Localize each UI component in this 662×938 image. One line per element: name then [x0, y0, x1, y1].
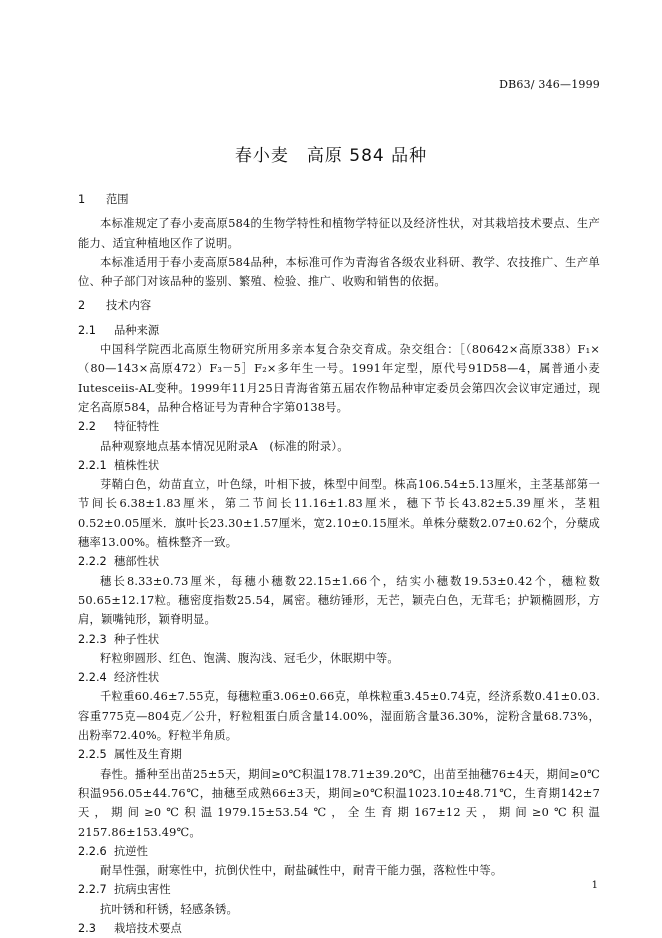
heading-text: 技术内容	[106, 299, 152, 313]
heading-section-2-1	[78, 321, 600, 340]
paragraph-growth-period: 春性。播种至出苗25±5天，期间≥0℃积温178.71±39.20℃，出苗至抽穗76±4天，期间≥0℃积温956.05±44.76℃，抽穗至成熟66±3天，期间≥0℃积温1023.10±48.71℃，生育期142±7天，期间≥0℃积温1979.15±53.54℃，全生育期167±12天，期间≥0℃积温2157.86±153.49℃。	[78, 767, 600, 839]
paragraph-stress-resistance: 耐旱性强，耐寒性中，抗倒伏性中，耐盐碱性中，耐青干能力强，落粒性中等。	[100, 864, 503, 878]
heading-text: 经济性状	[114, 671, 160, 685]
heading-number: 2.2.7	[78, 883, 107, 897]
heading-text: 栽培技术要点	[114, 921, 182, 935]
heading-section-2-2	[78, 417, 600, 436]
heading-number: 2	[78, 299, 86, 313]
paragraph-spike-traits: 穗长8.33±0.73厘米，每穗小穗数22.15±1.66个，结实小穗数19.53±0.42个，穗粒数50.65±12.17粒。穗密度指数25.54，属密。穗纺锤形，无芒，颖壳白色，无茸毛；护颖椭圆形，方肩，颖嘴钝形，颖脊明显。	[78, 574, 600, 627]
heading-section-2-2-3	[78, 630, 600, 649]
paragraph-plant-traits: 芽鞘白色，幼苗直立，叶色绿，叶相下披，株型中间型。株高106.54±5.13厘米，主茎基部第一节间长6.38±1.83厘米，第二节间长11.16±1.83厘米，穗下节长43.82±5.39厘米，茎粗0.52±0.05厘米．旗叶长23.30±1.57厘米，宽2.10±0.15厘米。单株分蘖数2.07±0.62个，分蘖成穗率13.00%。植株整齐一致。	[78, 478, 600, 550]
document-body	[78, 190, 600, 938]
heading-number: 1	[78, 193, 86, 206]
heading-number: 2.2.4	[78, 671, 107, 685]
heading-section-2-3	[78, 919, 600, 938]
heading-section-2	[78, 296, 600, 315]
paragraph-disease-resistance: 抗叶锈和秆锈，轻感条锈。	[100, 902, 238, 916]
paragraph-scope-2: 本标准适用于春小麦高原584品种，本标准可作为青海省各级农业科研、教学、农技推广、生产单位、种子部门对该品种的鉴别、繁殖、检验、推广、收购和销售的依据。	[78, 255, 600, 289]
paragraph-characteristics: 品种观察地点基本情况见附录A (标准的附录）。	[100, 439, 349, 453]
heading-text: 属性及生育期	[114, 748, 182, 762]
paragraph-economic-traits: 千粒重60.46±7.55克，每穗粒重3.06±0.66克，单株粒重3.45±0.74克，经济系数0.41±0.03.容重775克—804克／公升，籽粒粗蛋白质含量14.00%，湿面筋含量36.30%，淀粉含量68.73%，出粉率72.40%。籽粒半角质。	[78, 690, 600, 743]
paragraph-origin: 中国科学院西北高原生物研究所用多亲本复合杂交育成。杂交组合：［（80642×高原338）F₁×（80—143×高原472）F₃－5］F₂×多年生一号。1991年定型，原代号91D58—4，属普通小麦Iutesceiis-AL变种。1999年11月25日青海省第五届农作物品种审定委员会第四次会议审定通过，现定名高原584，品种合格证号为青种合字第0138号。	[78, 343, 600, 414]
heading-number: 2.2.1	[78, 458, 107, 472]
heading-section-2-2-4	[78, 668, 600, 687]
heading-text: 穗部性状	[114, 555, 160, 569]
heading-section-1	[78, 190, 600, 209]
heading-section-2-2-7	[78, 880, 600, 899]
heading-text: 特征特性	[114, 420, 160, 434]
heading-text: 抗逆性	[114, 844, 148, 858]
heading-section-2-2-1	[78, 456, 600, 475]
heading-number: 2.3	[78, 921, 96, 935]
heading-number: 2.2.3	[78, 632, 107, 646]
heading-section-2-2-5	[78, 745, 600, 764]
heading-section-2-2-6	[78, 842, 600, 861]
page-number: 1	[591, 880, 598, 891]
heading-section-2-2-2	[78, 552, 600, 571]
heading-text: 抗病虫害性	[114, 883, 171, 897]
paragraph-seed-traits: 籽粒卵圆形、红色、饱满、腹沟浅、冠毛少，休眠期中等。	[100, 651, 399, 665]
document-title: 春小麦 高原 584 品种	[234, 146, 428, 166]
heading-text: 种子性状	[114, 632, 160, 646]
paragraph-scope-1: 本标准规定了春小麦高原584的生物学特性和植物学特征以及经济性状，对其栽培技术要点、生产能力、适宜种植地区作了说明。	[78, 217, 600, 250]
heading-text: 植株性状	[114, 458, 160, 472]
heading-number: 2.2	[78, 420, 96, 434]
heading-number: 2.1	[78, 323, 96, 337]
heading-text: 品种来源	[114, 323, 160, 337]
standard-code: DB63/ 346—1999	[499, 78, 600, 91]
heading-number: 2.2.5	[78, 748, 107, 762]
heading-text: 范围	[106, 193, 129, 206]
heading-number: 2.2.6	[78, 844, 107, 858]
heading-number: 2.2.2	[78, 555, 107, 569]
